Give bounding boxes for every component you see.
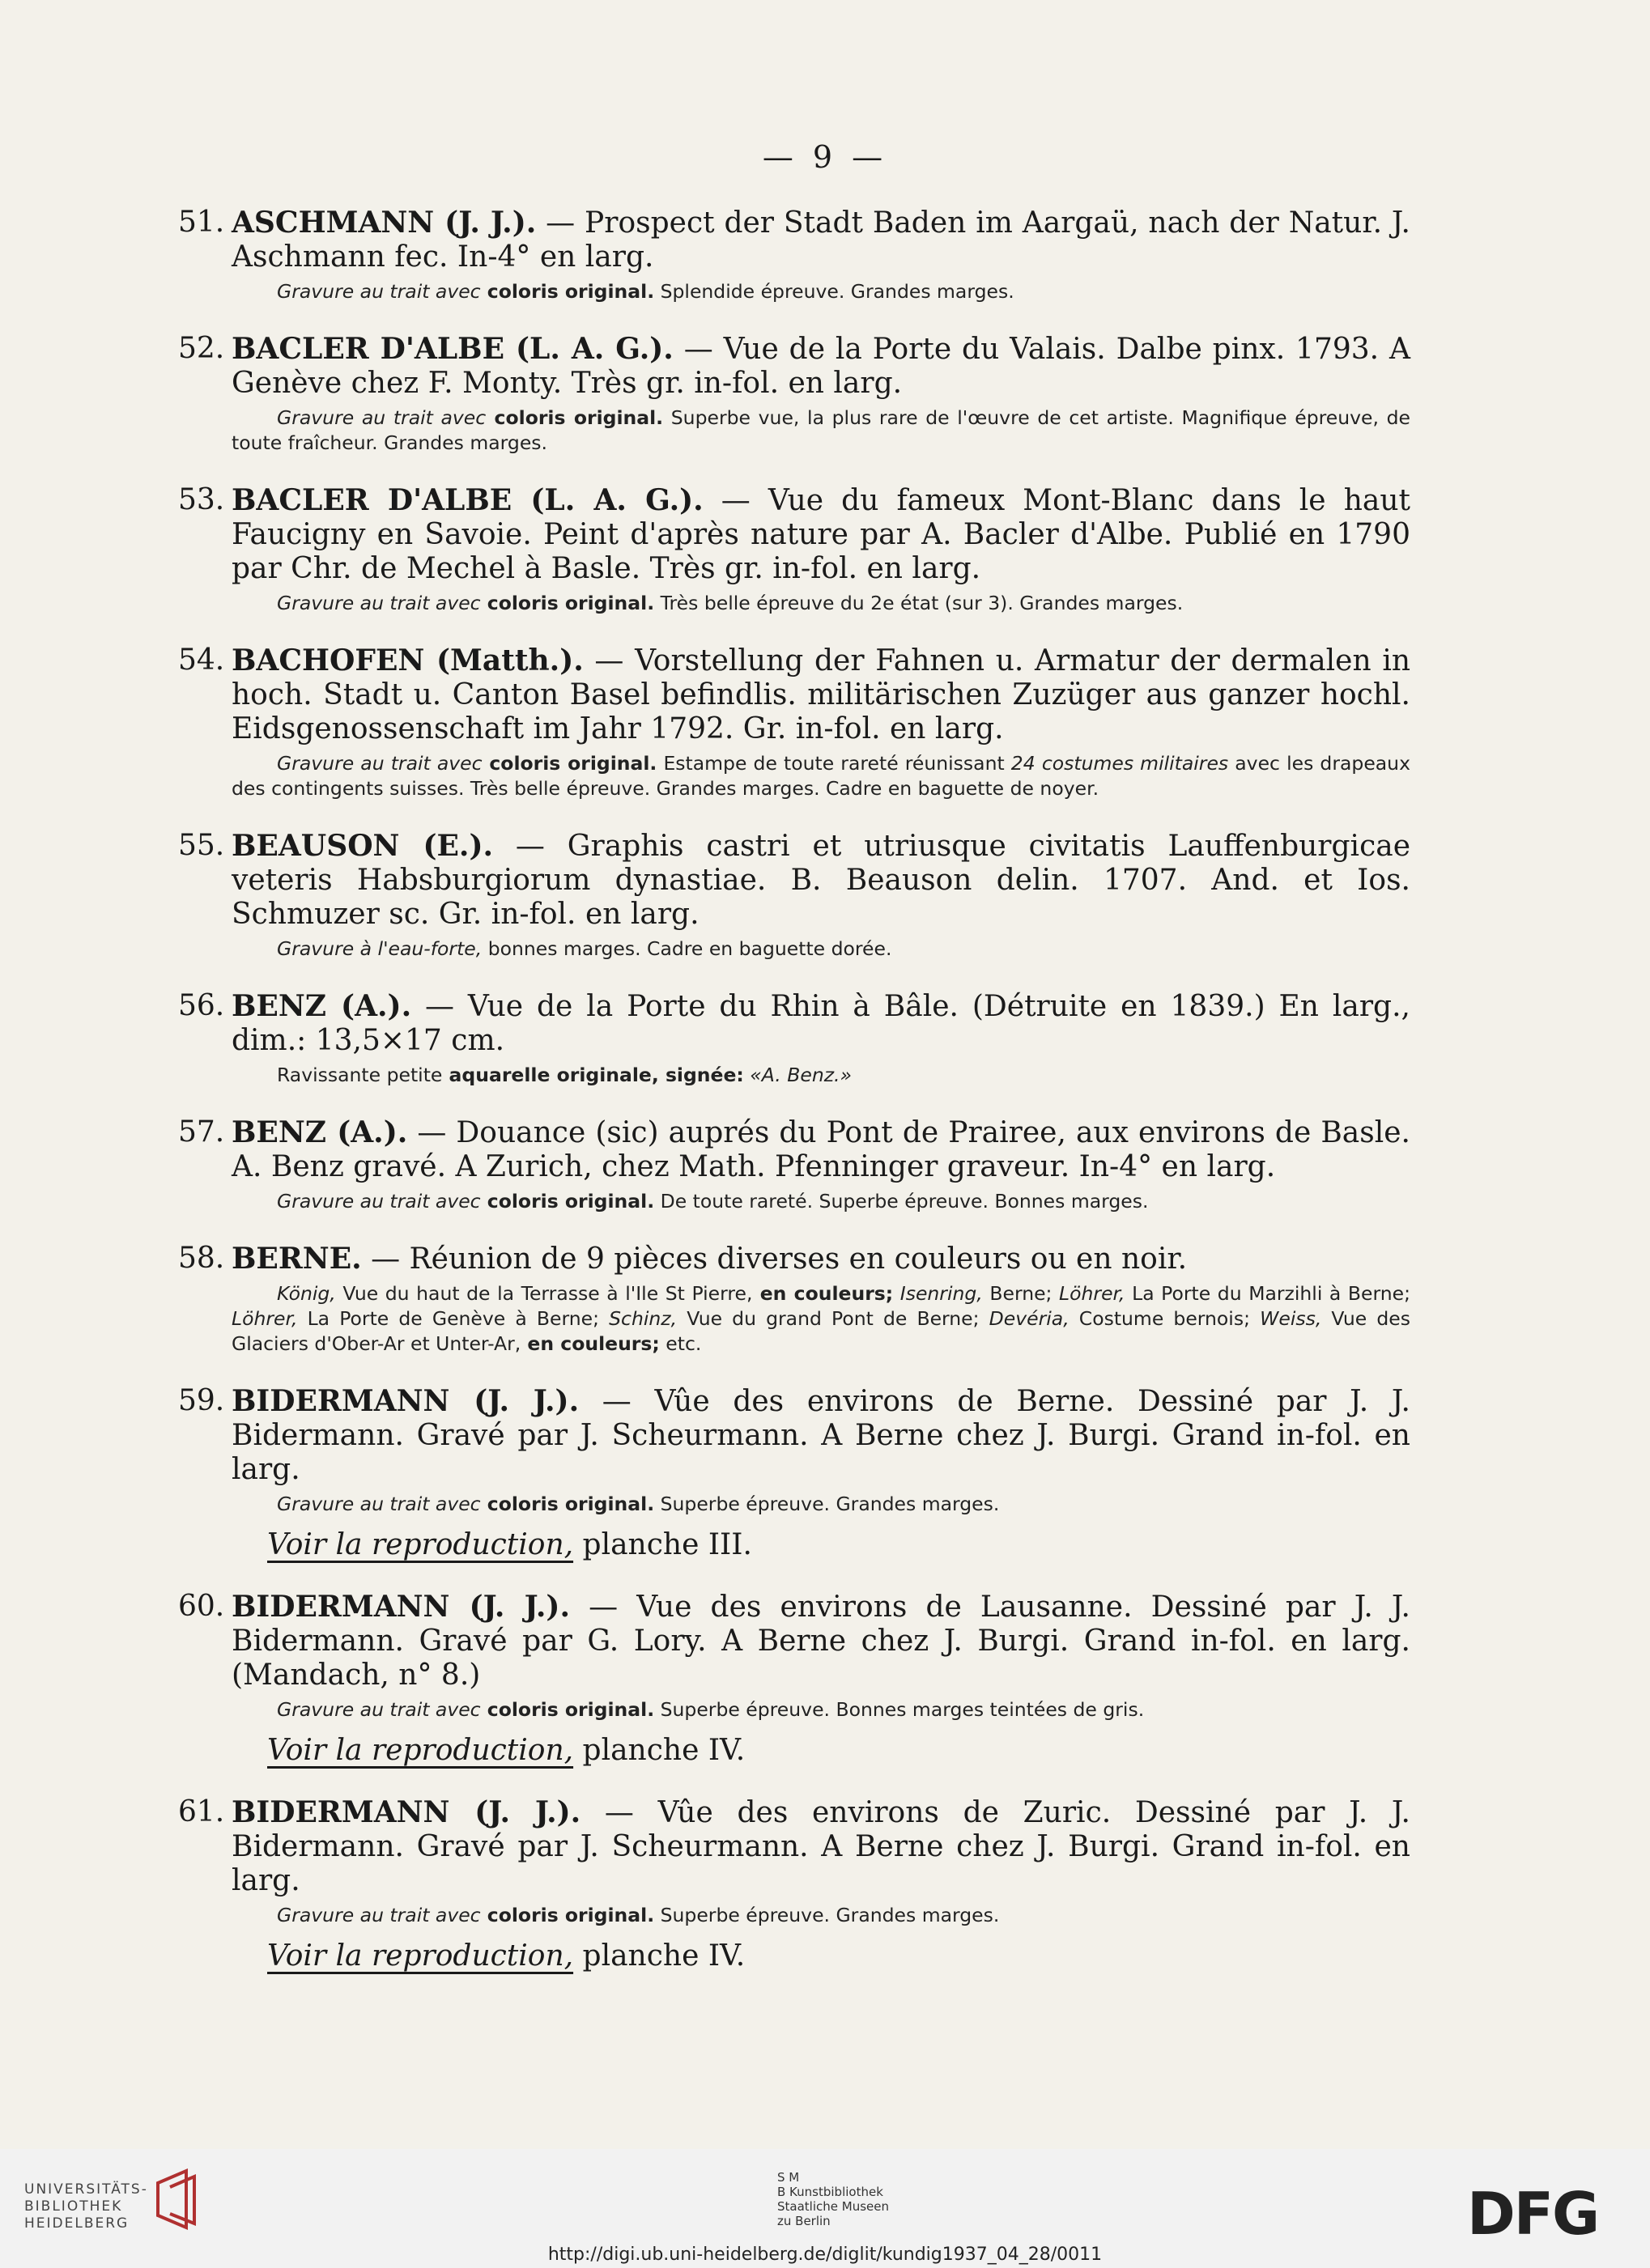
note-segment: aquarelle originale, signée: [442, 1064, 744, 1086]
artist-name: BERNE. [232, 1242, 362, 1276]
page-url-link[interactable]: http://digi.ub.uni-heidelberg.de/diglit/kundig1937_04_28/0011 [547, 2245, 1103, 2265]
entry-note [232, 1492, 1410, 1517]
entry-description: — Réunion de 9 pièces diverses en couleurs ou en noir. [361, 1242, 1188, 1276]
reproduction-reference [267, 1939, 1410, 1973]
catalogue-entry [178, 1242, 1410, 1357]
entry-heading [232, 829, 1410, 932]
note-segment: coloris original. [486, 406, 664, 429]
artist-name: BENZ (A.). [232, 989, 412, 1023]
entry-heading [232, 483, 1410, 586]
entry-description: — Douance (sic) auprés du Pont de Prairee, aux environs de Basle. A. Benz gravé. A Zurich, chez Math. Pfenninger graveur. In-4° en larg. [232, 1116, 1410, 1183]
catalogue-entry [178, 1384, 1410, 1562]
artist-name: ASCHMANN (J. J.). [232, 206, 537, 240]
note-segment: Berne; [982, 1282, 1053, 1305]
entry-number: 53. [178, 483, 225, 516]
entry-description: — Vûe des environs de Berne. Dessiné par J. J. Bidermann. Gravé par J. Scheurmann. A Berne chez J. Burgi. Grand in-fol. en larg. [232, 1385, 1410, 1486]
note-segment: Splendide épreuve. Grandes marges. [654, 280, 1014, 303]
catalogue-entry [178, 1115, 1410, 1214]
reproduction-link[interactable]: Voir la reproduction, [267, 1939, 574, 1973]
note-segment: Vue du grand Pont de Berne; [677, 1307, 980, 1330]
museum-credit: S M B Kunstbibliothek Staatliche Museen zu Berlin [777, 2170, 889, 2228]
plate-reference: planche III. [573, 1528, 752, 1561]
note-segment: Gravure au trait avec [277, 592, 481, 614]
artist-name: BIDERMANN (J. J.). [232, 1384, 580, 1418]
entry-number: 61. [178, 1795, 225, 1828]
note-segment: Löhrer, [232, 1307, 298, 1330]
entry-note [232, 279, 1410, 304]
note-segment: Très belle épreuve du 2e état (sur 3). Grandes marges. [654, 592, 1184, 614]
note-segment: Weiss, [1250, 1307, 1322, 1330]
entry-heading [232, 206, 1410, 274]
entry-number: 55. [178, 829, 225, 862]
note-segment: De toute rareté. Superbe épreuve. Bonnes marges. [654, 1190, 1149, 1213]
note-segment: König, [277, 1282, 336, 1305]
entry-number: 59. [178, 1384, 225, 1417]
note-segment: coloris original. [480, 1493, 655, 1515]
reproduction-link[interactable]: Voir la reproduction, [267, 1734, 574, 1767]
entry-note [232, 1903, 1410, 1928]
note-segment: Vue du haut de la Terrasse à l'Ile St Pierre, [335, 1282, 753, 1305]
entry-description: — Prospect der Stadt Baden im Aargaü, nach der Natur. J. Aschmann fec. In-4° en larg. [232, 206, 1410, 274]
artist-name: BIDERMANN (J. J.). [232, 1795, 581, 1829]
note-segment: coloris original. [480, 1698, 655, 1721]
entry-number: 51. [178, 206, 225, 239]
note-segment: Vue des Glaciers d'Ober-Ar et Unter-Ar, [232, 1307, 1411, 1355]
note-segment: Schinz, [599, 1307, 678, 1330]
note-segment: La Porte du Marzihli à Berne; [1125, 1282, 1411, 1305]
note-segment: Estampe de toute rareté réunissant [657, 752, 1011, 775]
note-segment: coloris original. [480, 1190, 655, 1213]
note-segment: 24 costumes militaires [1010, 752, 1229, 775]
entry-note [232, 751, 1410, 801]
artist-name: BIDERMANN (J. J.). [232, 1590, 570, 1624]
note-segment: Löhrer, [1052, 1282, 1125, 1305]
catalogue-entry [178, 1590, 1410, 1768]
artist-name: BACHOFEN (Matth.). [232, 643, 584, 677]
entry-description: — Vue de la Porte du Valais. Dalbe pinx. 1793. A Genève chez F. Monty. Très gr. in-fol. en larg. [232, 333, 1410, 400]
note-segment: coloris original. [480, 280, 655, 303]
entry-heading [232, 332, 1410, 401]
entry-description: — Graphis castri et utriusque civitatis Lauffenburgicae veteris Habsburgiorum dynastiae. B. Beauson delin. 1707. And. et Ios. Schmuzer sc. Gr. in-fol. en larg. [232, 830, 1411, 931]
note-segment: Gravure au trait avec [277, 1190, 481, 1213]
page-number: — 9 — [762, 139, 888, 175]
note-segment: etc. [659, 1332, 702, 1355]
dfg-logo[interactable]: DFG [1467, 2180, 1599, 2248]
catalogue-entry [178, 829, 1410, 962]
note-segment: Superbe épreuve. Grandes marges. [654, 1493, 1000, 1515]
entry-note [232, 937, 1410, 962]
catalogue-entry [178, 206, 1410, 304]
note-segment: avec les drapeaux des contingents suisses. Très belle épreuve. Grandes marges. Cadre en baguette de noyer. [232, 752, 1410, 800]
note-segment: Ravissante petite [277, 1064, 443, 1086]
artist-name: BACLER D'ALBE (L. A. G.). [232, 483, 704, 517]
reproduction-reference [267, 1734, 1410, 1768]
catalogue-entry [178, 332, 1410, 456]
note-segment: «A. Benz.» [743, 1064, 853, 1086]
entry-note [232, 1063, 1410, 1088]
note-segment: Costume bernois; [1069, 1307, 1250, 1330]
note-segment: La Porte de Genève à Berne; [297, 1307, 599, 1330]
entry-number: 58. [178, 1242, 225, 1275]
note-segment: Superbe épreuve. Bonnes marges teintées de gris. [654, 1698, 1145, 1721]
note-segment: Gravure au trait avec [277, 1698, 481, 1721]
note-segment: en couleurs; [752, 1282, 894, 1305]
catalogue-entry [178, 483, 1410, 616]
entry-number: 52. [178, 332, 225, 365]
note-segment: coloris original. [482, 752, 657, 775]
entry-heading [232, 1795, 1410, 1898]
entry-number: 54. [178, 643, 225, 677]
note-segment: bonnes marges. Cadre en baguette dorée. [482, 937, 892, 960]
catalogue-entry [178, 989, 1410, 1088]
note-segment: Superbe épreuve. Grandes marges. [654, 1904, 1000, 1926]
note-segment: Superbe vue, la plus rare de l'œuvre de cet artiste. Magnifique épreuve, de toute fraîcheur. Grandes marges. [232, 406, 1410, 454]
catalogue-entry [178, 643, 1410, 801]
plate-reference: planche IV. [573, 1734, 746, 1767]
entry-description: — Vorstellung der Fahnen u. Armatur der dermalen in hoch. Stadt u. Canton Basel befindlis. militärischen Zuzüger aus ganzer hochl. Eidsgenossenschaft im Jahr 1792. Gr. in-fol. en larg. [232, 644, 1411, 745]
footer-bar [0, 2149, 1650, 2268]
note-segment: Gravure au trait avec [277, 1904, 481, 1926]
reproduction-link[interactable]: Voir la reproduction, [267, 1528, 574, 1561]
catalogue-entry [178, 1795, 1410, 1973]
university-logo-icon[interactable] [154, 2167, 202, 2232]
entry-note [232, 1281, 1410, 1357]
note-segment: Gravure au trait avec [277, 752, 483, 775]
entry-list [178, 206, 1410, 2001]
entry-heading [232, 1115, 1410, 1184]
entry-heading [232, 1242, 1410, 1276]
artist-name: BEAUSON (E.). [232, 829, 494, 863]
note-segment: coloris original. [480, 1904, 655, 1926]
note-segment: Isenring, [893, 1282, 983, 1305]
note-segment: Gravure au trait avec [277, 280, 481, 303]
entry-number: 56. [178, 989, 225, 1022]
entry-description: — Vue du fameux Mont-Blanc dans le haut Faucigny en Savoie. Peint d'après nature par A. Bacler d'Albe. Publié en 1790 par Chr. de Mechel à Basle. Très gr. in-fol. en larg. [232, 484, 1410, 585]
artist-name: BENZ (A.). [232, 1115, 408, 1149]
note-segment: coloris original. [480, 592, 655, 614]
note-segment: Gravure au trait avec [277, 406, 487, 429]
entry-number: 60. [178, 1590, 225, 1623]
entry-heading [232, 1384, 1410, 1487]
entry-description: — Vue des environs de Lausanne. Dessiné par J. J. Bidermann. Gravé par G. Lory. A Berne chez J. Burgi. Grand in-fol. en larg. (Mandach, n° 8.) [232, 1591, 1410, 1692]
entry-description: — Vûe des environs de Zuric. Dessiné par J. J. Bidermann. Gravé par J. Scheurmann. A Berne chez J. Burgi. Grand in-fol. en larg. [232, 1796, 1410, 1897]
reproduction-reference [267, 1528, 1410, 1562]
entry-description: — Vue de la Porte du Rhin à Bâle. (Détruite en 1839.) En larg., dim.: 13,5×17 cm. [232, 990, 1410, 1057]
artist-name: BACLER D'ALBE (L. A. G.). [232, 332, 674, 366]
entry-note [232, 1189, 1410, 1214]
entry-note [232, 1697, 1410, 1722]
note-segment: Devéria, [979, 1307, 1070, 1330]
entry-heading [232, 989, 1410, 1058]
entry-note [232, 406, 1410, 456]
university-library-name[interactable]: UNIVERSITÄTS- BIBLIOTHEK HEIDELBERG [24, 2181, 148, 2232]
plate-reference: planche IV. [573, 1939, 746, 1973]
entry-heading [232, 1590, 1410, 1693]
entry-note [232, 591, 1410, 616]
note-segment: Gravure au trait avec [277, 1493, 481, 1515]
entry-number: 57. [178, 1115, 225, 1149]
note-segment: Gravure à l'eau-forte, [277, 937, 483, 960]
entry-heading [232, 643, 1410, 746]
note-segment: en couleurs; [521, 1332, 660, 1355]
